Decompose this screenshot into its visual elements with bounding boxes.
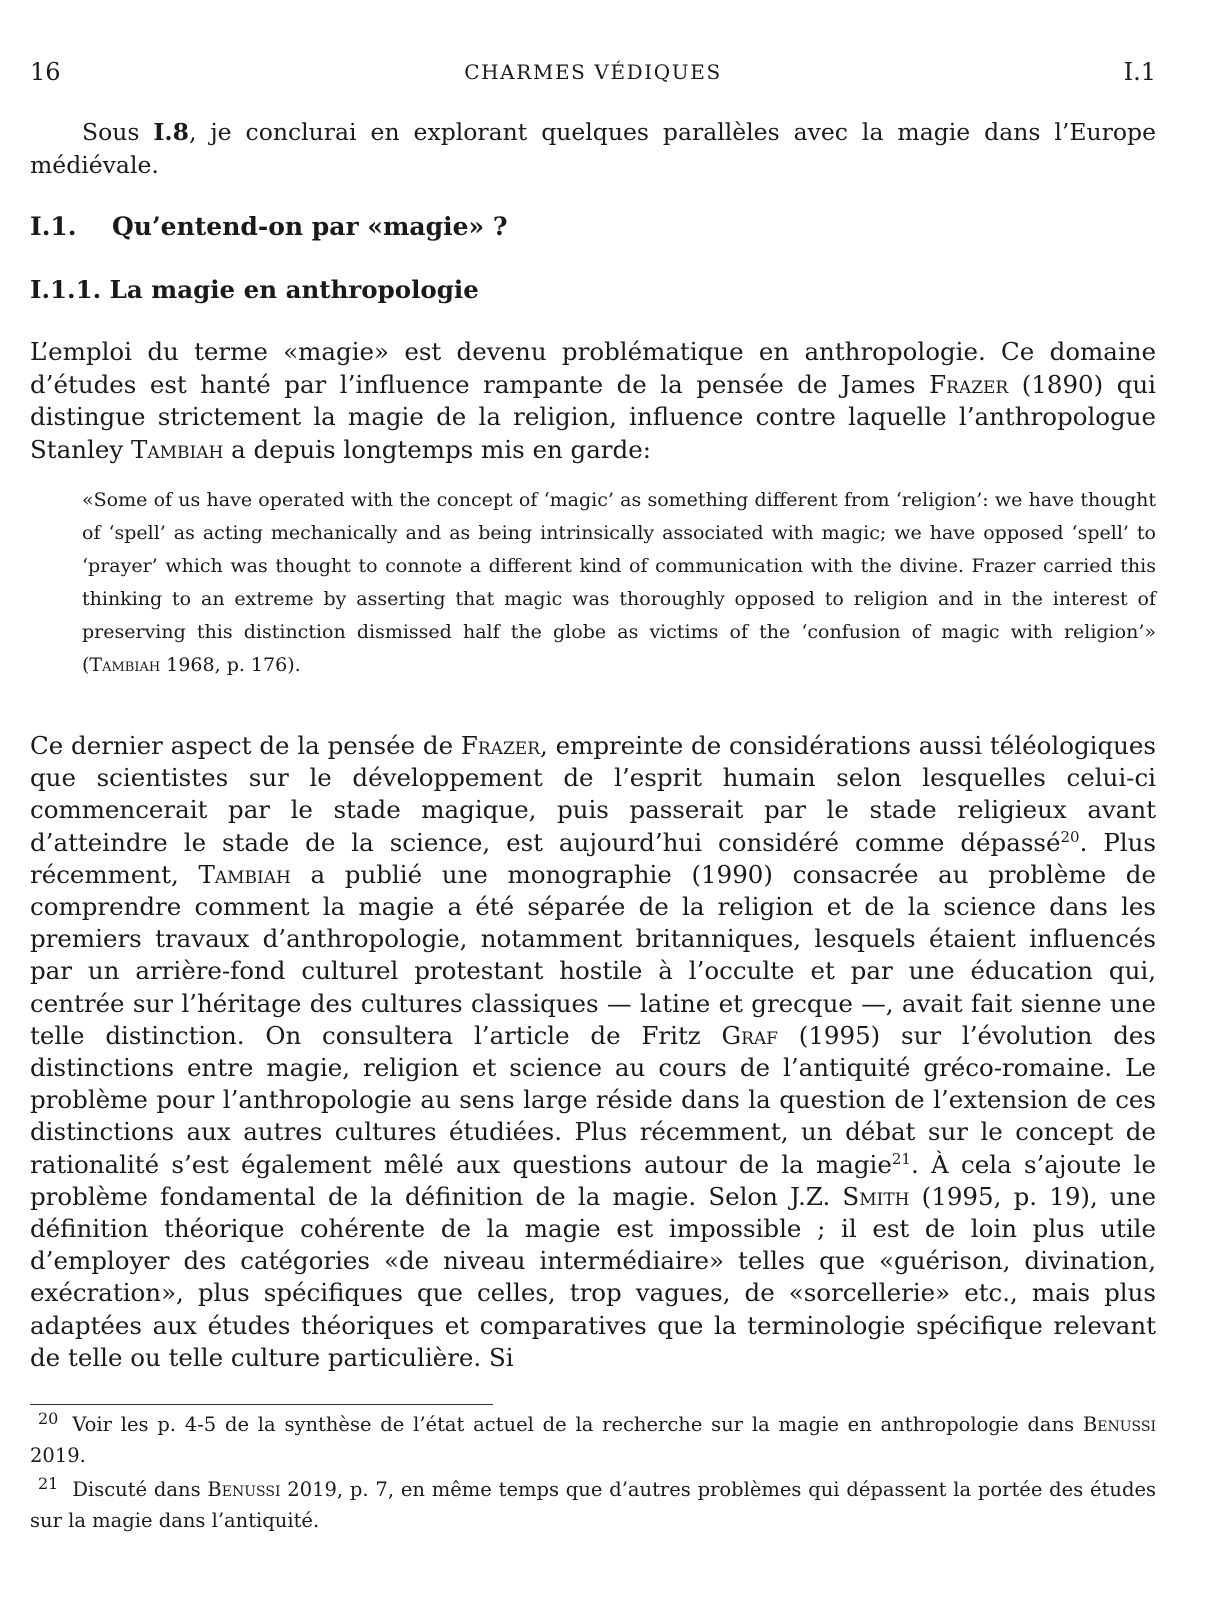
footnote-text: 2019, p. 7, en même temps que d’autres problèmes qui dépassent la portée des études sur la magie dans l’antiquité. [30, 1478, 1156, 1532]
author-name: Tambiah [130, 434, 224, 464]
section-heading [30, 212, 507, 241]
author-name: Tambiah [198, 859, 291, 889]
footnote [30, 1474, 1156, 1536]
quote-text: «Some of us have operated with the concept of ‘magic’ as something different from ‘religion’: we have thought of ‘spell’ as acting mechanically and as being intrinsically associated with magic; we have opposed ‘spell’ to ‘prayer’ which was thought to connote a different kind of communication with the divine. Frazer carried this thinking to an extreme by asserting that magic was thoroughly opposed to religion and in the interest of preserving this distinction dismissed half the globe as victims of the ‘confusion of magic with religion’» ( [82, 489, 1156, 676]
author-name: Benussi [207, 1478, 281, 1501]
footnote-number: 20 [38, 1408, 59, 1428]
running-title: CHARMES VÉDIQUES [464, 60, 722, 84]
body-paragraph-2 [30, 730, 1156, 1374]
text-run: (1995, p. 19), une définition théorique cohérente de la magie est impossible ; il est de loin plus utile d’employer des catégories «de niveau intermédiaire» telles que «guérison, divination, exécration», plus spécifiques que celles, trop vagues, de «sorcellerie» etc., mais plus adaptées aux études théoriques et comparatives que la terminologie spécifique relevant de telle ou telle culture particulière. Si [30, 1181, 1156, 1372]
intro-text-rest: , je conclurai en explorant quelques parallèles avec la magie dans l’Europe médiévale. [30, 118, 1156, 179]
author-name: Frazer [460, 731, 541, 760]
text-run: Ce dernier aspect de la pensée de [30, 731, 461, 760]
author-name: Graf [721, 1020, 778, 1050]
footnote [30, 1409, 1156, 1471]
section-reference: I.1 [1123, 58, 1156, 86]
text-run: . À cela s’ajoute le problème fondamental de la définition de la magie. Selon J.Z. [30, 1149, 1156, 1211]
footnote-text: Discuté dans [72, 1478, 208, 1501]
intro-paragraph [30, 116, 1156, 182]
author-name: Benussi [1082, 1413, 1156, 1436]
section-number: I.1. [30, 212, 77, 241]
text-run: L’emploi du terme «magie» est devenu problématique en anthropologie. Ce domaine d’études est hanté par l’influence rampante de la pensée de James [30, 337, 1156, 399]
author-name: Smith [842, 1181, 910, 1211]
text-run: (1995) sur l’évolution des distinctions entre magie, religion et science au cours de l’antiquité gréco-romaine. Le problème pour l’anthropologie au sens large réside dans la question de l’extension de ces distinctions aux autres cultures étudiées. Plus récemment, un débat sur le concept de rationalité s’est également mêlé aux questions autour de la magie [30, 1020, 1156, 1179]
block-quote [82, 484, 1156, 682]
text-run: , empreinte de considérations aussi téléologiques que scientistes sur le développement de l’esprit humain selon lesquelles celui-ci commencerait par le stade magique, puis passerait par le stade religieux avant d’atteindre le stade de la science, est aujourd’hui considéré comme dépassé [30, 731, 1156, 857]
subsection-heading: I.1.1. La magie en anthropologie [30, 275, 479, 304]
body-paragraph-1 [30, 336, 1156, 466]
intro-text-start: Sous [82, 118, 154, 146]
text-run: a depuis longtemps mis en garde: [223, 434, 651, 464]
running-header [30, 58, 1156, 92]
footnote-text: Voir les p. 4-5 de la synthèse de l’état actuel de la recherche sur la magie en anthropologie dans [72, 1413, 1083, 1436]
text-run: a publié une monographie (1990) consacrée au problème de comprendre comment la magie a été séparée de la religion et de la science dans les premiers travaux d’anthropologie, notamment britanniques, lesquels étaient influencés par un arrière-fond culturel protestant hostile à l’occulte et par une éducation qui, centrée sur l’héritage des cultures classiques — latine et grecque —, avait fait sienne une telle distinction. On consultera l’article de Fritz [30, 859, 1156, 1050]
section-title: Qu’entend-on par «magie» ? [112, 212, 508, 241]
author-name: Tambiah [89, 654, 161, 676]
text-run: . Plus récemment, [30, 827, 1156, 889]
citation-text: 1968, p. 176). [160, 654, 301, 676]
page-number: 16 [30, 58, 61, 86]
footnote-number: 21 [38, 1473, 59, 1493]
footnote-text: 2019. [30, 1444, 86, 1467]
text-run: (1890) qui distingue strictement la magie de la religion, influence contre laquelle l’anthropologue Stanley [30, 369, 1156, 464]
footnote-marker: 20 [1060, 827, 1080, 846]
footnote-divider [30, 1404, 493, 1405]
footnote-marker: 21 [891, 1149, 911, 1168]
author-name: Frazer [929, 369, 1009, 399]
section-ref-bold: I.8 [153, 118, 189, 146]
